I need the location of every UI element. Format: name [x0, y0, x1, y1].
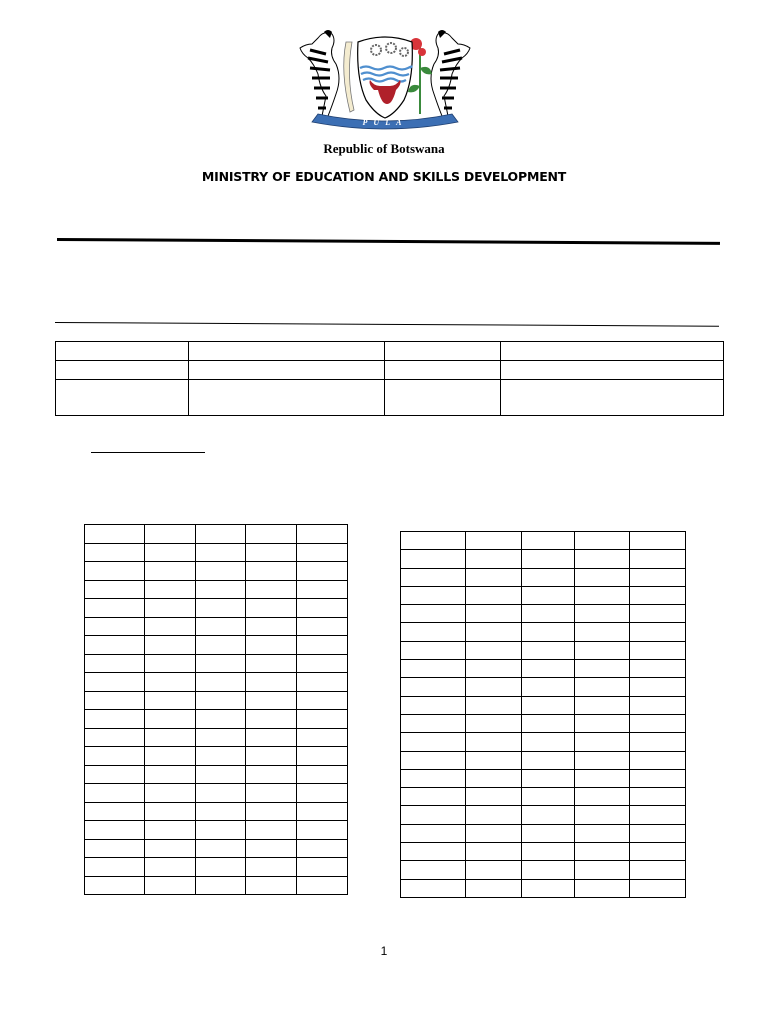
table-row	[85, 599, 348, 618]
table-cell[interactable]	[85, 802, 145, 821]
table-cell[interactable]	[297, 562, 348, 581]
table-cell[interactable]	[466, 714, 522, 732]
table-row	[85, 636, 348, 655]
table-cell[interactable]	[196, 821, 246, 840]
table-row	[56, 380, 724, 416]
table-row	[85, 839, 348, 858]
table-cell[interactable]	[466, 788, 522, 806]
table-cell[interactable]	[630, 751, 686, 769]
table-cell[interactable]	[246, 765, 297, 784]
table-cell[interactable]	[501, 342, 724, 361]
table-cell[interactable]	[401, 843, 466, 861]
table-cell[interactable]	[85, 543, 145, 562]
table-cell[interactable]	[145, 839, 196, 858]
table-row	[85, 654, 348, 673]
table-cell[interactable]	[575, 824, 630, 842]
table-cell[interactable]	[297, 747, 348, 766]
table-cell[interactable]	[630, 586, 686, 604]
table-cell[interactable]	[85, 784, 145, 803]
table-row	[401, 824, 686, 842]
table-cell[interactable]	[145, 747, 196, 766]
table-cell[interactable]	[401, 696, 466, 714]
table-cell[interactable]	[522, 788, 575, 806]
table-cell[interactable]	[466, 806, 522, 824]
table-cell[interactable]	[575, 568, 630, 586]
table-cell[interactable]	[630, 806, 686, 824]
table-cell[interactable]	[85, 728, 145, 747]
table-cell[interactable]	[246, 543, 297, 562]
table-row	[85, 876, 348, 895]
table-cell[interactable]	[297, 765, 348, 784]
table-cell[interactable]	[575, 861, 630, 879]
table-cell[interactable]	[196, 784, 246, 803]
table-row	[85, 747, 348, 766]
table-row	[401, 806, 686, 824]
table-cell[interactable]	[297, 673, 348, 692]
top-divider-line	[57, 238, 720, 245]
ministry-title: MINISTRY OF EDUCATION AND SKILLS DEVELOPMENT	[201, 169, 567, 184]
table-cell[interactable]	[466, 879, 522, 897]
table-cell[interactable]	[145, 543, 196, 562]
table-cell[interactable]	[196, 728, 246, 747]
zebra-right-icon	[431, 30, 470, 116]
table-row	[56, 342, 724, 361]
table-cell[interactable]	[630, 843, 686, 861]
table-cell[interactable]	[196, 673, 246, 692]
shield-icon	[358, 37, 413, 118]
table-cell[interactable]	[196, 802, 246, 821]
table-cell[interactable]	[522, 879, 575, 897]
table-cell[interactable]	[196, 747, 246, 766]
table-cell[interactable]	[246, 691, 297, 710]
grid-table-left	[84, 524, 348, 895]
table-row	[85, 580, 348, 599]
table-cell[interactable]	[85, 617, 145, 636]
table-row	[401, 788, 686, 806]
table-cell[interactable]	[575, 843, 630, 861]
table-cell[interactable]	[196, 876, 246, 895]
table-cell[interactable]	[85, 562, 145, 581]
table-cell[interactable]	[246, 525, 297, 544]
table-cell[interactable]	[297, 858, 348, 877]
table-cell[interactable]	[630, 623, 686, 641]
table-cell[interactable]	[297, 728, 348, 747]
motto-text: PULA	[362, 118, 408, 127]
table-cell[interactable]	[466, 623, 522, 641]
table-cell[interactable]	[522, 733, 575, 751]
table-cell[interactable]	[401, 879, 466, 897]
table-cell[interactable]	[246, 599, 297, 618]
table-cell[interactable]	[630, 861, 686, 879]
table-cell[interactable]	[385, 380, 501, 416]
table-cell[interactable]	[246, 636, 297, 655]
table-cell[interactable]	[466, 605, 522, 623]
table-cell[interactable]	[501, 380, 724, 416]
table-cell[interactable]	[297, 876, 348, 895]
table-row	[85, 858, 348, 877]
table-cell[interactable]	[196, 580, 246, 599]
table-cell[interactable]	[575, 678, 630, 696]
table-cell[interactable]	[246, 747, 297, 766]
table-row	[401, 660, 686, 678]
table-row	[85, 710, 348, 729]
table-cell[interactable]	[522, 769, 575, 787]
table-cell[interactable]	[246, 617, 297, 636]
table-cell[interactable]	[401, 678, 466, 696]
table-cell[interactable]	[401, 788, 466, 806]
table-cell[interactable]	[246, 784, 297, 803]
table-cell[interactable]	[401, 623, 466, 641]
coat-of-arms-logo	[296, 28, 474, 134]
grid-left-body	[85, 525, 348, 895]
table-cell[interactable]	[246, 839, 297, 858]
table-cell[interactable]	[85, 673, 145, 692]
table-cell[interactable]	[246, 562, 297, 581]
table-cell[interactable]	[466, 824, 522, 842]
table-cell[interactable]	[196, 654, 246, 673]
section-heading-underline	[91, 452, 205, 453]
table-cell[interactable]	[85, 821, 145, 840]
table-cell[interactable]	[145, 821, 196, 840]
table-cell[interactable]	[145, 858, 196, 877]
table-cell[interactable]	[575, 605, 630, 623]
table-cell[interactable]	[466, 733, 522, 751]
table-cell[interactable]	[466, 641, 522, 659]
table-row	[85, 728, 348, 747]
table-cell[interactable]	[575, 733, 630, 751]
table-cell[interactable]	[401, 605, 466, 623]
table-cell[interactable]	[522, 824, 575, 842]
table-cell[interactable]	[85, 636, 145, 655]
table-cell[interactable]	[196, 839, 246, 858]
table-cell[interactable]	[630, 605, 686, 623]
table-cell[interactable]	[196, 636, 246, 655]
table-cell[interactable]	[56, 342, 189, 361]
table-cell[interactable]	[297, 821, 348, 840]
page-number: 1	[380, 944, 388, 958]
table-cell[interactable]	[522, 605, 575, 623]
grid-right-body	[401, 532, 686, 898]
table-cell[interactable]	[401, 550, 466, 568]
table-cell[interactable]	[246, 802, 297, 821]
table-cell[interactable]	[189, 342, 385, 361]
table-row	[401, 605, 686, 623]
table-cell[interactable]	[575, 696, 630, 714]
table-cell[interactable]	[522, 678, 575, 696]
table-cell[interactable]	[196, 710, 246, 729]
table-cell[interactable]	[189, 380, 385, 416]
table-cell[interactable]	[246, 876, 297, 895]
table-cell[interactable]	[401, 769, 466, 787]
bottom-divider-line	[55, 322, 719, 327]
table-cell[interactable]	[466, 550, 522, 568]
table-cell[interactable]	[297, 617, 348, 636]
table-cell[interactable]	[466, 769, 522, 787]
table-cell[interactable]	[522, 751, 575, 769]
table-cell[interactable]	[575, 769, 630, 787]
table-cell[interactable]	[246, 580, 297, 599]
table-cell[interactable]	[145, 876, 196, 895]
grid-table-right	[400, 531, 686, 898]
table-cell[interactable]	[145, 599, 196, 618]
table-cell[interactable]	[630, 824, 686, 842]
table-cell[interactable]	[522, 641, 575, 659]
table-cell[interactable]	[246, 728, 297, 747]
table-cell[interactable]	[145, 673, 196, 692]
table-cell[interactable]	[196, 617, 246, 636]
table-cell[interactable]	[575, 550, 630, 568]
table-cell[interactable]	[630, 733, 686, 751]
table-cell[interactable]	[630, 714, 686, 732]
table-cell[interactable]	[522, 586, 575, 604]
table-cell[interactable]	[145, 654, 196, 673]
table-cell[interactable]	[145, 728, 196, 747]
table-cell[interactable]	[575, 623, 630, 641]
table-cell[interactable]	[297, 599, 348, 618]
table-cell[interactable]	[401, 568, 466, 586]
table-cell[interactable]	[56, 361, 189, 380]
table-cell[interactable]	[145, 691, 196, 710]
table-row	[401, 843, 686, 861]
table-cell[interactable]	[246, 673, 297, 692]
table-row	[401, 641, 686, 659]
table-cell[interactable]	[145, 525, 196, 544]
table-cell[interactable]	[85, 599, 145, 618]
table-cell[interactable]	[85, 654, 145, 673]
table-cell[interactable]	[630, 769, 686, 787]
table-cell[interactable]	[145, 802, 196, 821]
table-cell[interactable]	[196, 858, 246, 877]
table-cell[interactable]	[575, 641, 630, 659]
zebra-left-icon	[300, 30, 339, 116]
table-cell[interactable]	[401, 532, 466, 550]
table-cell[interactable]	[630, 568, 686, 586]
table-cell[interactable]	[297, 580, 348, 599]
table-cell[interactable]	[297, 525, 348, 544]
table-row	[85, 821, 348, 840]
table-cell[interactable]	[401, 586, 466, 604]
table-row	[85, 784, 348, 803]
table-cell[interactable]	[189, 361, 385, 380]
table-cell[interactable]	[522, 532, 575, 550]
table-cell[interactable]	[401, 641, 466, 659]
table-row	[401, 861, 686, 879]
table-cell[interactable]	[630, 879, 686, 897]
table-cell[interactable]	[196, 562, 246, 581]
table-cell[interactable]	[85, 876, 145, 895]
table-cell[interactable]	[401, 861, 466, 879]
table-row	[401, 696, 686, 714]
table-cell[interactable]	[575, 532, 630, 550]
table-cell[interactable]	[466, 660, 522, 678]
table-row	[401, 532, 686, 550]
table-cell[interactable]	[575, 751, 630, 769]
table-cell[interactable]	[522, 568, 575, 586]
info-table	[55, 341, 724, 416]
table-row	[85, 617, 348, 636]
table-cell[interactable]	[246, 821, 297, 840]
table-cell[interactable]	[145, 617, 196, 636]
table-cell[interactable]	[522, 550, 575, 568]
table-cell[interactable]	[401, 824, 466, 842]
table-cell[interactable]	[575, 788, 630, 806]
table-cell[interactable]	[196, 543, 246, 562]
table-row	[56, 361, 724, 380]
table-cell[interactable]	[401, 806, 466, 824]
table-cell[interactable]	[246, 654, 297, 673]
table-cell[interactable]	[522, 806, 575, 824]
table-cell[interactable]	[466, 586, 522, 604]
table-row	[401, 751, 686, 769]
table-cell[interactable]	[145, 636, 196, 655]
table-cell[interactable]	[575, 586, 630, 604]
table-cell[interactable]	[466, 751, 522, 769]
table-cell[interactable]	[56, 380, 189, 416]
table-cell[interactable]	[297, 543, 348, 562]
country-title: Republic of Botswana	[323, 141, 445, 156]
table-cell[interactable]	[297, 636, 348, 655]
table-cell[interactable]	[501, 361, 724, 380]
table-row	[401, 733, 686, 751]
table-cell[interactable]	[297, 691, 348, 710]
table-row	[85, 543, 348, 562]
table-row	[85, 673, 348, 692]
table-cell[interactable]	[297, 784, 348, 803]
table-row	[401, 623, 686, 641]
table-cell[interactable]	[466, 696, 522, 714]
table-cell[interactable]	[466, 678, 522, 696]
table-row	[401, 550, 686, 568]
table-row	[85, 525, 348, 544]
table-cell[interactable]	[385, 361, 501, 380]
table-cell[interactable]	[196, 691, 246, 710]
table-cell[interactable]	[575, 714, 630, 732]
table-cell[interactable]	[522, 623, 575, 641]
table-cell[interactable]	[401, 733, 466, 751]
table-cell[interactable]	[196, 525, 246, 544]
table-row	[401, 879, 686, 897]
table-cell[interactable]	[196, 765, 246, 784]
table-cell[interactable]	[85, 765, 145, 784]
table-cell[interactable]	[85, 710, 145, 729]
table-row	[401, 678, 686, 696]
table-cell[interactable]	[522, 660, 575, 678]
table-cell[interactable]	[297, 710, 348, 729]
table-cell[interactable]	[385, 342, 501, 361]
table-cell[interactable]	[145, 562, 196, 581]
table-row	[85, 562, 348, 581]
table-cell[interactable]	[246, 710, 297, 729]
table-cell[interactable]	[522, 843, 575, 861]
table-cell[interactable]	[145, 765, 196, 784]
table-cell[interactable]	[401, 714, 466, 732]
table-cell[interactable]	[630, 788, 686, 806]
table-cell[interactable]	[85, 580, 145, 599]
table-cell[interactable]	[297, 839, 348, 858]
table-cell[interactable]	[85, 858, 145, 877]
table-cell[interactable]	[575, 879, 630, 897]
table-cell[interactable]	[297, 654, 348, 673]
table-cell[interactable]	[85, 525, 145, 544]
table-row	[401, 769, 686, 787]
table-cell[interactable]	[630, 550, 686, 568]
table-row	[401, 586, 686, 604]
table-row	[85, 802, 348, 821]
table-cell[interactable]	[145, 784, 196, 803]
table-cell[interactable]	[246, 858, 297, 877]
table-cell[interactable]	[466, 568, 522, 586]
table-cell[interactable]	[522, 696, 575, 714]
table-cell[interactable]	[630, 660, 686, 678]
table-cell[interactable]	[196, 599, 246, 618]
table-cell[interactable]	[466, 861, 522, 879]
table-cell[interactable]	[85, 839, 145, 858]
table-cell[interactable]	[630, 532, 686, 550]
table-cell[interactable]	[575, 806, 630, 824]
table-cell[interactable]	[401, 660, 466, 678]
table-row	[401, 714, 686, 732]
table-cell[interactable]	[522, 714, 575, 732]
table-cell[interactable]	[630, 696, 686, 714]
table-cell[interactable]	[145, 580, 196, 599]
table-cell[interactable]	[85, 747, 145, 766]
table-row	[401, 568, 686, 586]
table-cell[interactable]	[630, 678, 686, 696]
table-cell[interactable]	[145, 710, 196, 729]
table-row	[85, 691, 348, 710]
table-cell[interactable]	[522, 861, 575, 879]
table-row	[85, 765, 348, 784]
table-cell[interactable]	[630, 641, 686, 659]
table-cell[interactable]	[85, 691, 145, 710]
table-cell[interactable]	[466, 532, 522, 550]
table-cell[interactable]	[401, 751, 466, 769]
table-cell[interactable]	[575, 660, 630, 678]
table-cell[interactable]	[466, 843, 522, 861]
table-cell[interactable]	[297, 802, 348, 821]
